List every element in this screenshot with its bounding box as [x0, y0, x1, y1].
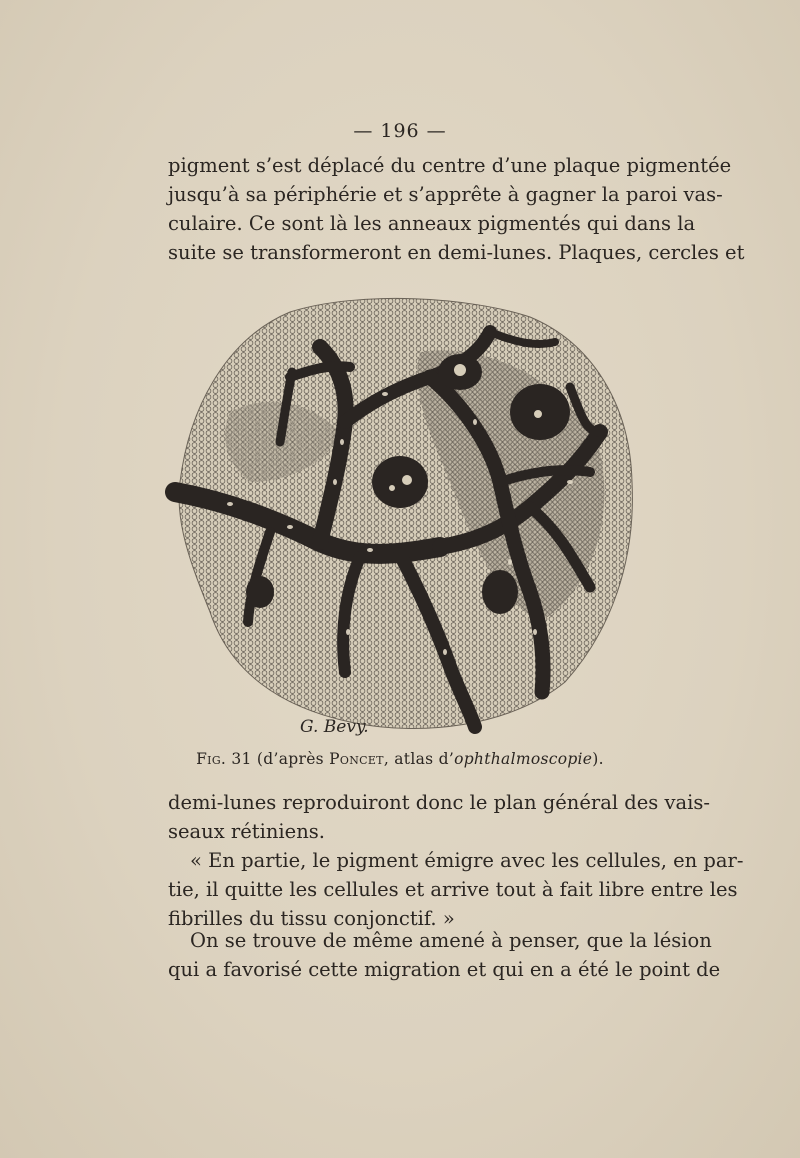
paragraph-bottom — [168, 926, 721, 984]
engraver-signature: G. Bevy. — [300, 717, 369, 737]
text-line: suite se transformeront en demi-lunes. Plaques, cercles et — [168, 241, 745, 264]
text-line: jusqu’à sa périphérie et s’apprête à gagner la paroi vas- — [168, 183, 723, 206]
caption-text: , atlas d’ — [383, 750, 455, 768]
paragraph-top — [168, 151, 745, 267]
text-line: seaux rétiniens. — [168, 820, 325, 843]
text-line: fibrilles du tissu conjonctif. » — [168, 907, 455, 930]
text-line: On se trouve de même amené à penser, que la lésion — [190, 929, 712, 952]
page-number: — 196 — — [353, 120, 447, 142]
text-line: demi-lunes reproduiront donc le plan général des vais- — [168, 791, 710, 814]
caption-text: (d’après — [251, 750, 330, 768]
text-line: qui a favorisé cette migration et qui en a été le point de — [168, 958, 721, 981]
text-line: tie, il quitte les cellules et arrive tout à fait libre entre les — [168, 878, 738, 901]
figure-caption — [0, 750, 800, 768]
caption-author: Poncet — [329, 750, 384, 768]
caption-text: ). — [592, 750, 604, 768]
text-line: culaire. Ce sont là les anneaux pigmentés qui dans la — [168, 212, 696, 235]
text-line: « En partie, le pigment émigre avec les cellules, en par- — [190, 849, 744, 872]
figure-31-illustration — [170, 292, 640, 737]
text-line: pigment s’est déplacé du centre d’une plaque pigmentée — [168, 154, 732, 177]
paragraph-continuation — [168, 788, 710, 846]
caption-figure-number: Fig. 31 — [196, 750, 252, 768]
caption-work-title: ophthalmoscopie — [454, 750, 593, 768]
retina-pigment-engraving — [170, 292, 640, 737]
paragraph-quote — [168, 846, 744, 933]
